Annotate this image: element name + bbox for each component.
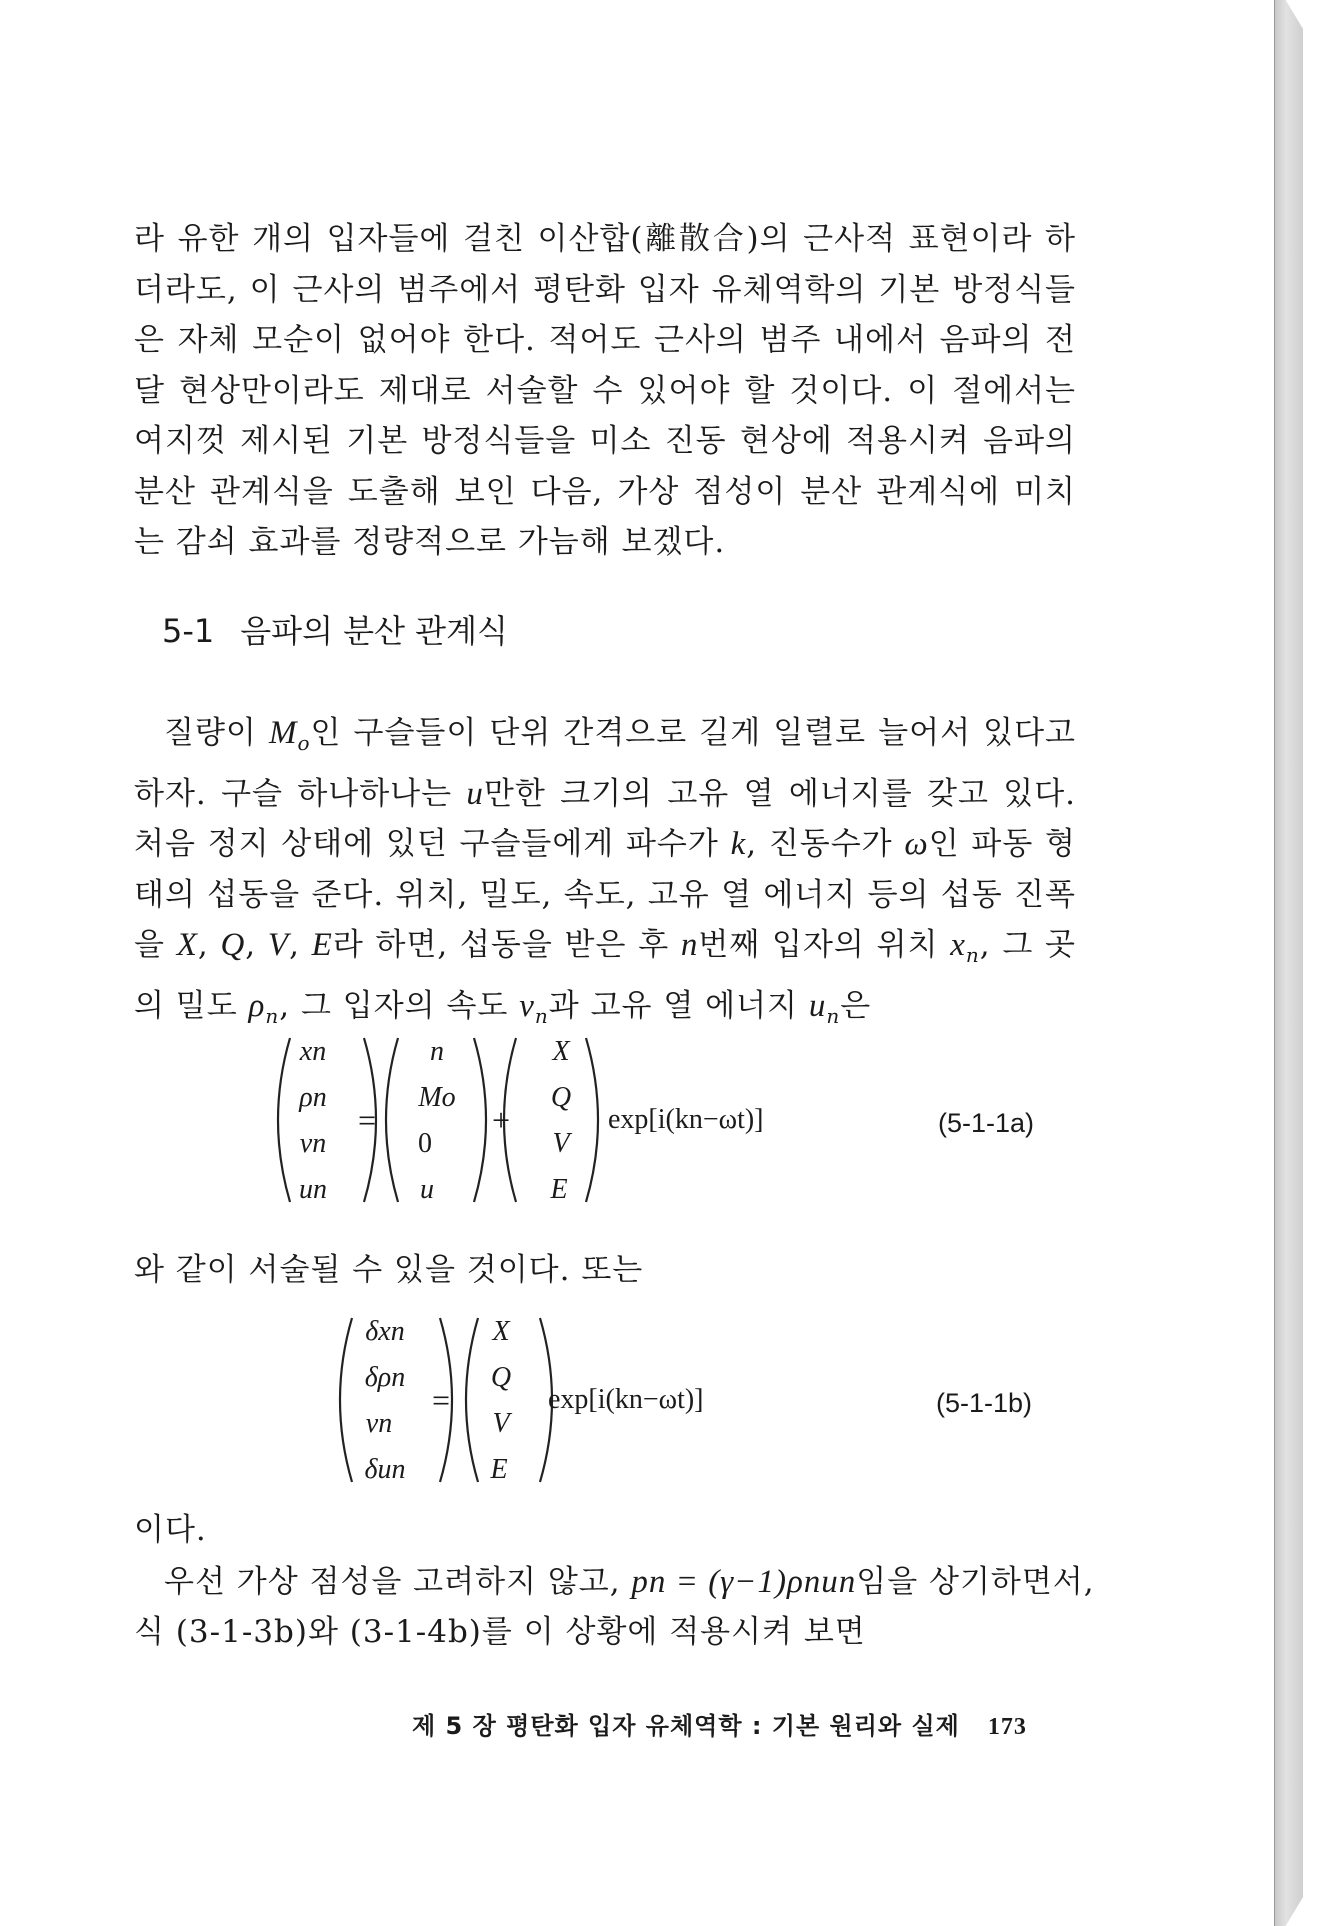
text-run: 임을 상기하면서, (856, 1564, 1095, 1600)
amp-E: E (490, 1454, 508, 1485)
amp-X: X (492, 1316, 510, 1347)
math-subscript: n (965, 943, 980, 968)
equals-sign: = (358, 1102, 377, 1138)
line-after-eq1: 와 같이 서술될 수 있을 것이다. 또는 (134, 1252, 644, 1288)
math-subscript: o (297, 731, 311, 756)
body-paragraph-2 (134, 708, 1076, 1042)
lhs-du: δun (364, 1454, 406, 1485)
text-run: , 그 곳의 밀도 (134, 927, 1076, 1024)
mid-u: u (420, 1174, 434, 1205)
mid-M: Mo (418, 1082, 456, 1113)
text-run: 번째 입자의 위치 (698, 927, 951, 964)
section-heading (162, 606, 534, 652)
math-subscript: n (534, 1004, 549, 1029)
lhs-x: xn (299, 1036, 327, 1067)
page-number: 173 (987, 1714, 1027, 1740)
text-run: 인 구슬들이 단위 간격으로 길게 일렬로 늘어서 있다고 하자. 구슬 하나하나는 (134, 715, 1076, 812)
page-edge-shadow (1274, 0, 1303, 1926)
amp-Q: Q (550, 1082, 572, 1113)
math-symbol: ω (904, 826, 929, 863)
plus-sign: + (492, 1102, 511, 1138)
math-symbol: n (680, 927, 699, 964)
math-symbol: V (267, 927, 290, 964)
math-symbol: E (311, 927, 333, 964)
text-run: 은 (840, 987, 872, 1024)
equation-label: (5-1-1a) (938, 1108, 1035, 1138)
text-run: , 진동수가 (746, 826, 905, 863)
equals-sign: = (432, 1382, 451, 1418)
amp-V: V (492, 1408, 510, 1439)
text-run: 과 고유 열 에너지 (548, 987, 809, 1024)
math-subscript: n (265, 1004, 280, 1029)
math-symbol: Q (220, 927, 246, 964)
text-run: 인 파동 형태의 섭동을 준다. 위치, 밀도, 속도, 고유 열 에너지 등의 섭동 진폭을 (134, 826, 1076, 964)
math-symbol: X (176, 927, 198, 964)
text-run: 라 하면, 섭동을 받은 후 (332, 927, 681, 964)
amp-Q: Q (490, 1362, 512, 1393)
intro-paragraph: 라 유한 개의 입자들에 걸친 이산합(離散合)의 근사적 표현이라 하더라도, 이 근사의 범주에서 평탄화 입자 유체역학의 기본 방정식들은 자체 모순이 없어야 한다. 적어도 근사의 범주 내에서 음파의 전달 현상만이라도 제대로 서술할 수 있어야 할 것이다. 이 절에서는 여지껏 제시된 기본 방정식들을 미소 진동 현상에 적용시켜 음파의 분산 관계식을 도출해 보인 다음, 가상 점성이 분산 관계식에 미치는 감쇠 효과를 정량적으로 가늠해 보겠다. (134, 221, 1076, 560)
math-symbol: u (466, 775, 484, 812)
section-number: 5-1 (162, 612, 215, 650)
lhs-v: vn (299, 1128, 327, 1159)
amp-X: X (552, 1036, 570, 1067)
amp-E: E (550, 1174, 568, 1205)
text-run: 우선 가상 점성을 고려하지 않고, (164, 1564, 632, 1600)
lhs-rho: ρn (299, 1082, 327, 1113)
exponential: exp[i(kn−ωt)] (548, 1384, 704, 1415)
math-subscript: n (826, 1004, 841, 1029)
text-run: , (245, 927, 268, 964)
math-symbol: v (519, 987, 535, 1024)
text-run: , 그 입자의 속도 (279, 987, 520, 1024)
pressure-formula: pn = (γ−1)ρnun (631, 1564, 857, 1600)
mid-zero: 0 (418, 1128, 432, 1159)
math-symbol: k (730, 826, 747, 863)
equation-label: (5-1-1b) (936, 1388, 1033, 1418)
text-run: 만한 크기의 고유 열 에너지를 갖고 있다. 처음 정지 상태에 있던 구슬들에게 파수가 (134, 775, 1076, 863)
chapter-title: 제 5 장 평탄화 입자 유체역학 : 기본 원리와 실제 (412, 1712, 960, 1740)
body-paragraph-3-line1 (164, 1556, 1095, 1601)
math-symbol: u (808, 987, 827, 1024)
text-run: 질량이 (164, 715, 269, 751)
body-paragraph-3-line2: 식 (3-1-3b)와 (3-1-4b)를 이 상황에 적용시켜 보면 (134, 1614, 866, 1650)
section-title: 음파의 분산 관계식 (240, 612, 508, 650)
lhs-drho: δρn (364, 1362, 406, 1393)
amp-V: V (552, 1128, 570, 1159)
math-symbol: x (950, 927, 966, 964)
exponential: exp[i(kn−ωt)] (608, 1104, 764, 1135)
lhs-v: vn (365, 1408, 393, 1439)
line-after-eq2: 이다. (134, 1512, 207, 1548)
text-run: , (289, 927, 312, 964)
running-footer (412, 1706, 1027, 1741)
math-symbol: M (268, 715, 298, 751)
text-run: , (197, 927, 221, 964)
mid-n: n (430, 1036, 444, 1067)
math-symbol: ρ (248, 987, 266, 1024)
lhs-dx: δxn (365, 1316, 405, 1347)
lhs-u: un (299, 1174, 327, 1205)
